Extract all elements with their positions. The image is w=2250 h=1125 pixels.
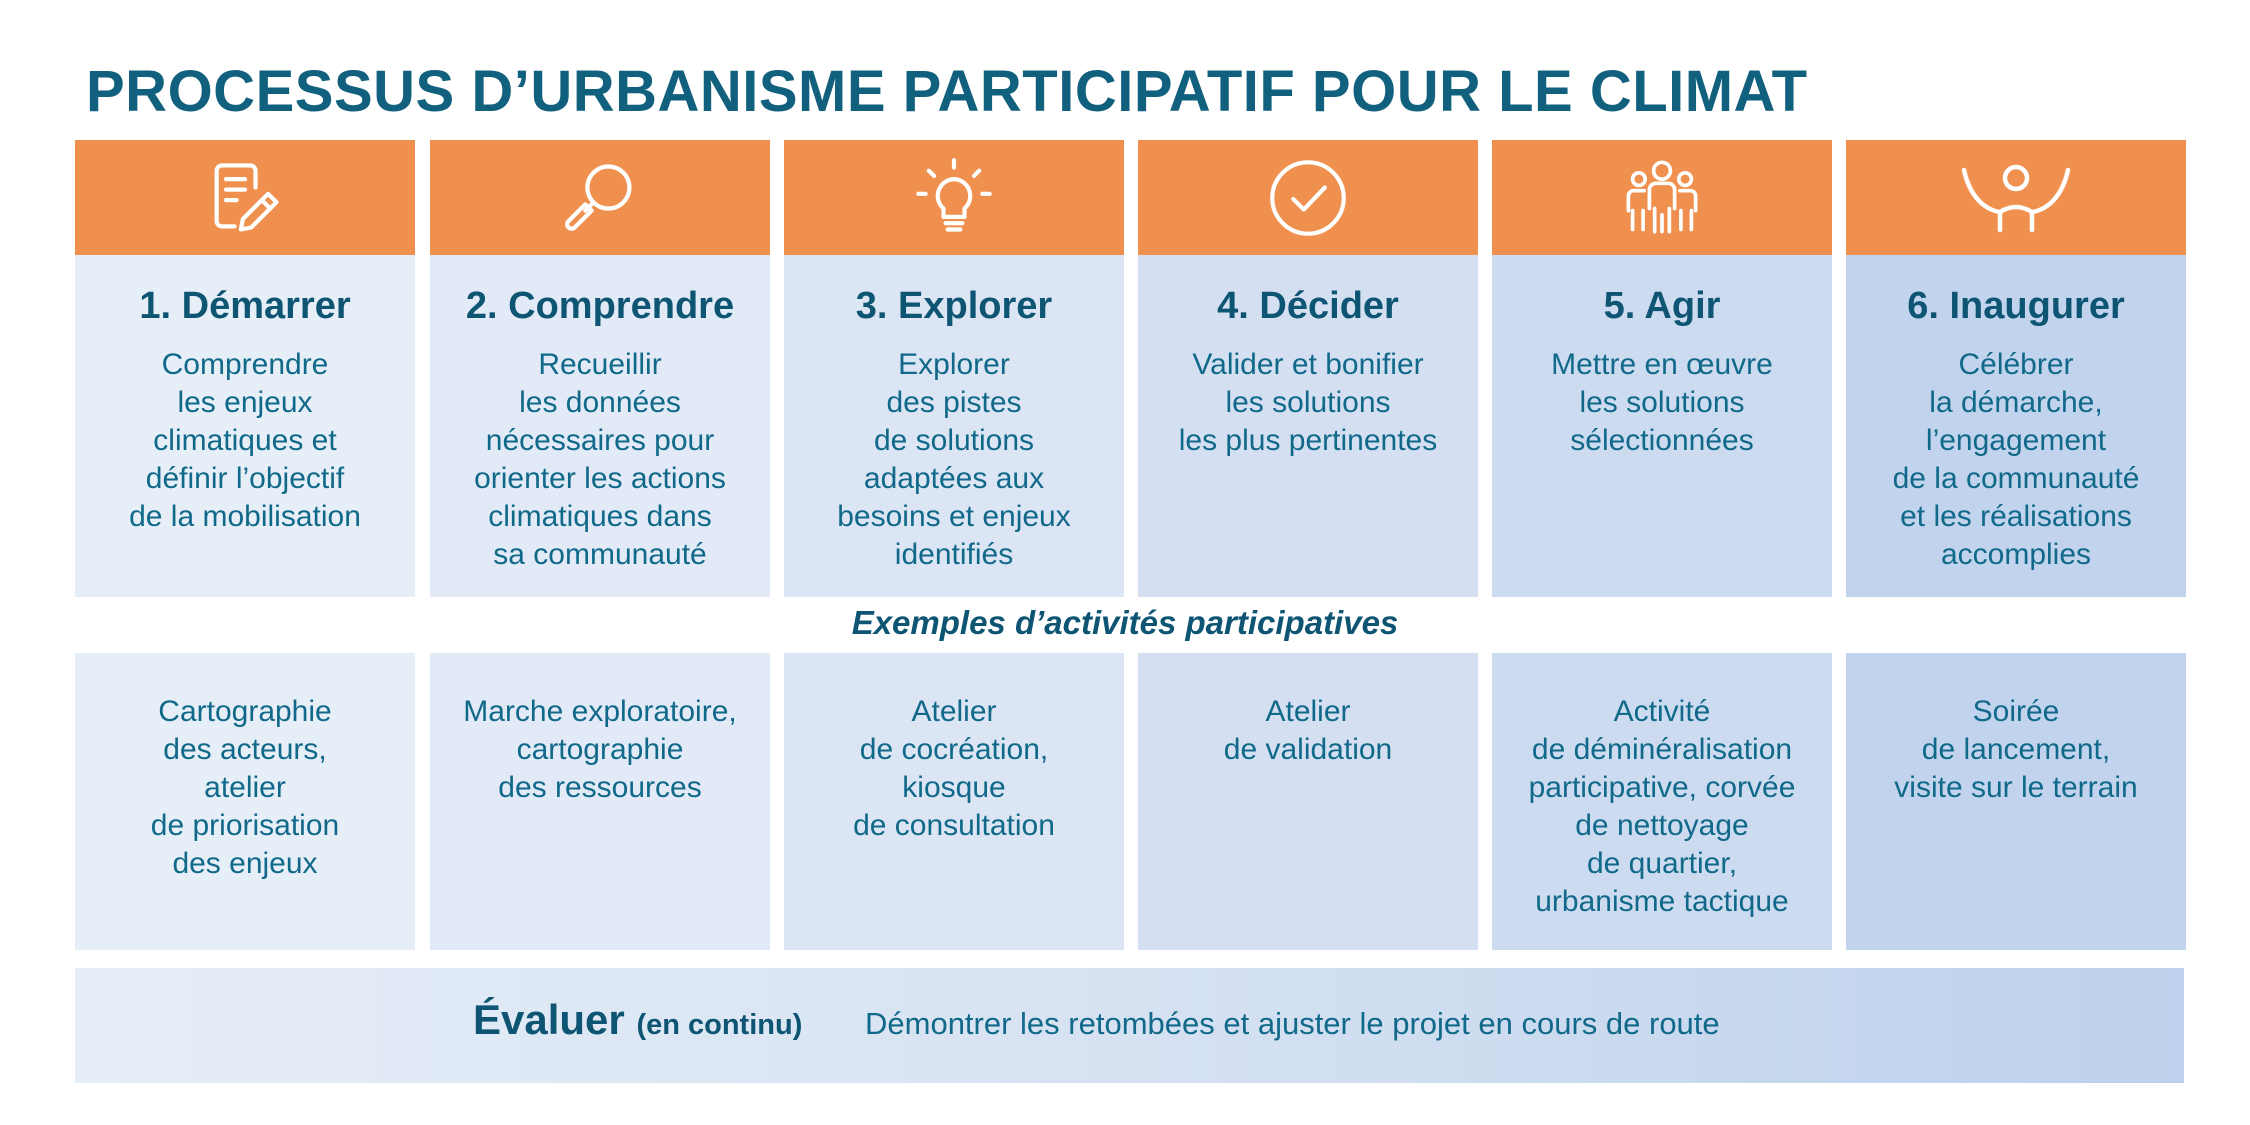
step-description: Comprendre les enjeux climatiques et définir l’objectif de la mobilisation <box>129 348 361 533</box>
step-title: 3. Explorer <box>855 285 1053 327</box>
step-description: Explorer des pistes de solutions adaptées aux besoins et enjeux identifiés <box>837 348 1071 571</box>
step-description: Célébrer la démarche, l’engagement de la communauté et les réalisations accomplies <box>1892 348 2140 571</box>
step-description: Recueillir les données nécessaires pour orienter les actions climatiques dans sa communauté <box>474 348 726 571</box>
evaluate-note: (en continu) <box>636 1009 803 1041</box>
step-2-card <box>430 255 770 597</box>
step-3-header <box>784 140 1124 255</box>
example-card-4: Atelier de validation <box>1138 653 1478 950</box>
example-card-1: Cartographie des acteurs, atelier de priorisation des enjeux <box>75 653 415 950</box>
step-title: 6. Inaugurer <box>1907 285 2125 327</box>
step-6-header <box>1846 140 2186 255</box>
step-5-card <box>1492 255 1832 597</box>
celebrate-arms-icon <box>1956 156 2076 240</box>
check-circle-icon <box>1266 156 1350 240</box>
step-6-card <box>1846 255 2186 597</box>
step-4-header <box>1138 140 1478 255</box>
step-description: Valider et bonifier les solutions les plus pertinentes <box>1178 348 1438 457</box>
step-title: 2. Comprendre <box>465 285 735 327</box>
step-4-card <box>1138 255 1478 597</box>
step-5-header <box>1492 140 1832 255</box>
example-card-6: Soirée de lancement, visite sur le terrain <box>1846 653 2186 950</box>
evaluate-title: Évaluer (en continu) <box>473 996 803 1043</box>
step-title: 5. Agir <box>1603 285 1721 327</box>
step-1-header <box>75 140 415 255</box>
people-group-icon <box>1620 156 1704 240</box>
lightbulb-icon <box>912 156 996 240</box>
step-3-card <box>784 255 1124 597</box>
step-description: Mettre en œuvre les solutions sélectionnées <box>1551 348 1773 457</box>
example-card-2: Marche exploratoire, cartographie des ressources <box>430 653 770 950</box>
examples-title: Exemples d’activités participatives <box>851 604 1399 641</box>
step-title: 1. Démarrer <box>139 285 351 327</box>
evaluate-text: Démontrer les retombées et ajuster le projet en cours de route <box>865 1006 1720 1041</box>
step-1-card <box>75 255 415 597</box>
example-card-5: Activité de déminéralisation participative, corvée de nettoyage de quartier, urbanisme tactique <box>1492 653 1832 950</box>
evaluate-bar <box>75 968 2184 1083</box>
step-2-header <box>430 140 770 255</box>
magnifier-icon <box>558 156 642 240</box>
document-pencil-icon <box>203 156 287 240</box>
step-title: 4. Décider <box>1217 285 1399 327</box>
page-title: PROCESSUS D’URBANISME PARTICIPATIF POUR LE CLIMAT <box>86 59 1808 124</box>
example-card-3: Atelier de cocréation, kiosque de consultation <box>784 653 1124 950</box>
